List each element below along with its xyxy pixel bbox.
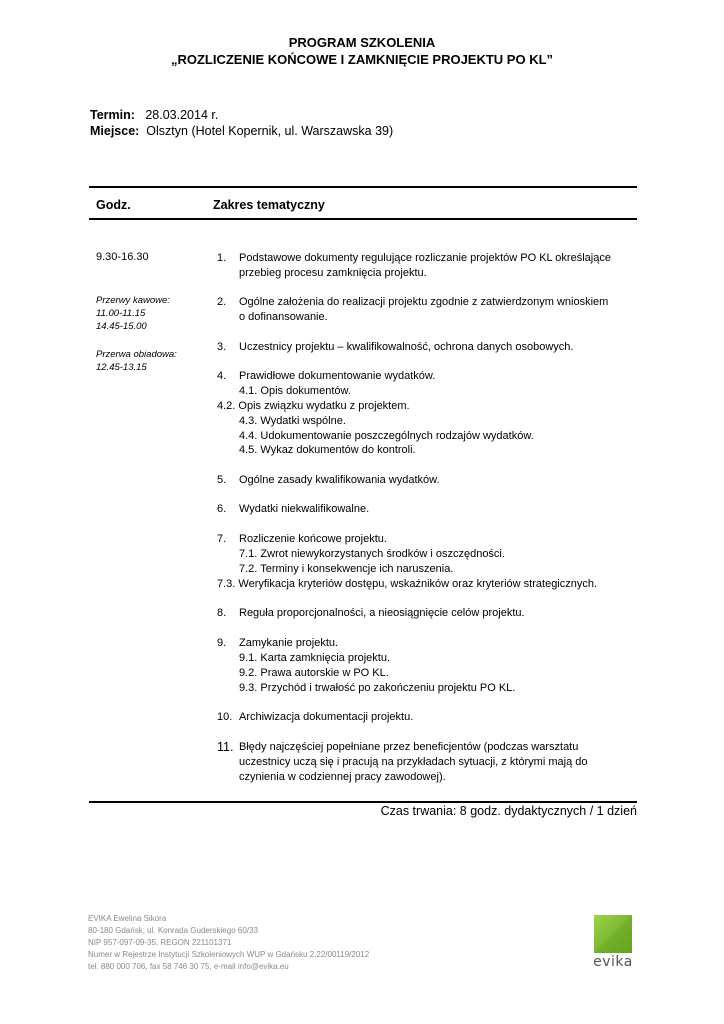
subitem: 9.2. Prawa autorskie w PO KL. xyxy=(239,667,389,679)
item-number: 10. xyxy=(217,711,233,723)
item-line: Ogólne założenia do realizacji projektu zgodnie z zatwierdzonym wnioskiem xyxy=(239,296,609,308)
item-line: o dofinansowanie. xyxy=(239,311,328,323)
item-line: Zamykanie projektu. xyxy=(239,637,339,649)
subitem: 7.2. Terminy i konsekwencje ich naruszenia. xyxy=(239,563,454,575)
footer-register: Numer w Rejestrze Instytucji Szkoleniowych WUP w Gdańsku 2.22/00119/2012 xyxy=(88,950,370,959)
item-line: Prawidłowe dokumentowanie wydatków. xyxy=(239,370,436,382)
item-number: 9. xyxy=(217,637,227,649)
subitem: 4.1. Opis dokumentów. xyxy=(239,385,351,397)
item-text xyxy=(239,532,631,547)
duration-text: Czas trwania: 8 godz. dydaktycznych / 1 dzień xyxy=(380,804,637,818)
item-line: uczestnicy uczą się i pracują na przykładach sytuacji, z którymi mają do xyxy=(239,756,588,768)
item-number: 8. xyxy=(217,607,227,619)
item-number: 7. xyxy=(217,533,227,545)
item-text xyxy=(239,636,631,651)
subitem: 4.4. Udokumentowanie poszczególnych rodzajów wydatków. xyxy=(239,430,534,442)
table-header-rule xyxy=(89,218,637,220)
miejsce-value: Olsztyn (Hotel Kopernik, ul. Warszawska 39) xyxy=(146,124,394,138)
item-text xyxy=(239,251,631,281)
item-line: czynienia w codziennej pracy zawodowej). xyxy=(239,771,446,783)
item-text xyxy=(239,473,631,488)
footer-company: EVIKA Ewelina Sikora xyxy=(88,914,167,923)
item-number: 2. xyxy=(217,296,227,308)
evika-logo xyxy=(593,914,633,979)
item-line: Archiwizacja dokumentacji projektu. xyxy=(239,711,414,723)
item-text xyxy=(239,369,631,384)
subitem: 7.1. Zwrot niewykorzystanych środków i oszczędności. xyxy=(239,548,505,560)
item-number: 6. xyxy=(217,503,227,515)
coffee-breaks-label: Przerwy kawowe: xyxy=(96,295,170,306)
coffee-breaks xyxy=(96,294,170,333)
meta-termin xyxy=(90,108,218,122)
table-top-rule xyxy=(89,186,637,188)
item-line: Błędy najczęściej popełniane przez beneficjentów (podczas warsztatu xyxy=(239,741,579,753)
item-text xyxy=(239,502,631,517)
item-line: Reguła proporcjonalności, a nieosiągnięcie celów projektu. xyxy=(239,607,525,619)
column-header-zakres: Zakres tematyczny xyxy=(213,198,325,212)
coffee-break-2: 14.45-15.00 xyxy=(96,321,147,332)
item-line: Ogólne zasady kwalifikowania wydatków. xyxy=(239,474,440,486)
item-number: 11. xyxy=(217,740,234,754)
item-line: Wydatki niekwalifikowalne. xyxy=(239,503,370,515)
document-title: PROGRAM SZKOLENIA xyxy=(288,35,436,50)
miejsce-label: Miejsce: xyxy=(90,124,140,138)
meta-miejsce xyxy=(90,124,393,138)
subitem: 7.3. Weryfikacja kryteriów dostępu, wskaźników oraz kryteriów strategicznych. xyxy=(217,578,598,590)
item-number: 1. xyxy=(217,252,227,264)
subitem: 4.3. Wydatki wspólne. xyxy=(239,415,346,427)
document-subtitle: „ROZLICZENIE KOŃCOWE I ZAMKNIĘCIE PROJEKTU PO KL” xyxy=(170,52,554,67)
subitem: 4.5. Wykaz dokumentów do kontroli. xyxy=(239,444,416,456)
column-header-godz: Godz. xyxy=(96,198,131,212)
item-number: 5. xyxy=(217,474,227,486)
footer-nip: NIP 957-097-09-35, REGON 221101371 xyxy=(88,938,232,947)
item-line: Podstawowe dokumenty regulujące rozliczanie projektów PO KL określające xyxy=(239,252,611,264)
item-text xyxy=(239,340,631,355)
footer-contact: tel. 880 000 706, fax 58 746 30 75, e-mail info@evika.eu xyxy=(88,962,289,971)
item-text xyxy=(239,740,631,785)
table-bottom-rule xyxy=(89,801,637,803)
item-text xyxy=(239,710,631,725)
subitem: 9.3. Przychód i trwałość po zakończeniu projektu PO KL. xyxy=(239,682,516,694)
item-number: 3. xyxy=(217,341,227,353)
item-text xyxy=(239,295,631,325)
lunch-break-time: 12.45-13.15 xyxy=(96,362,147,373)
item-number: 4. xyxy=(217,370,227,382)
item-line: Uczestnicy projektu – kwalifikowalność, ochrona danych osobowych. xyxy=(239,341,574,353)
lunch-break-label: Przerwa obiadowa: xyxy=(96,349,177,360)
lunch-break xyxy=(96,348,177,374)
subitem: 4.2. Opis związku wydatku z projektem. xyxy=(217,400,410,412)
time-range: 9.30-16.30 xyxy=(96,251,149,263)
subitem: 9.1. Karta zamknięcia projektu. xyxy=(239,652,391,664)
coffee-break-1: 11.00-11.15 xyxy=(96,308,146,319)
termin-label: Termin: xyxy=(90,108,135,122)
footer-address: 80-180 Gdańsk, ul. Konrada Guderskiego 60/33 xyxy=(88,926,258,935)
logo-text: evika xyxy=(593,954,633,970)
item-text xyxy=(239,606,631,621)
termin-value: 28.03.2014 r. xyxy=(145,108,219,122)
item-line: Rozliczenie końcowe projektu. xyxy=(239,533,387,545)
item-line: przebieg procesu zamknięcia projektu. xyxy=(239,267,427,279)
